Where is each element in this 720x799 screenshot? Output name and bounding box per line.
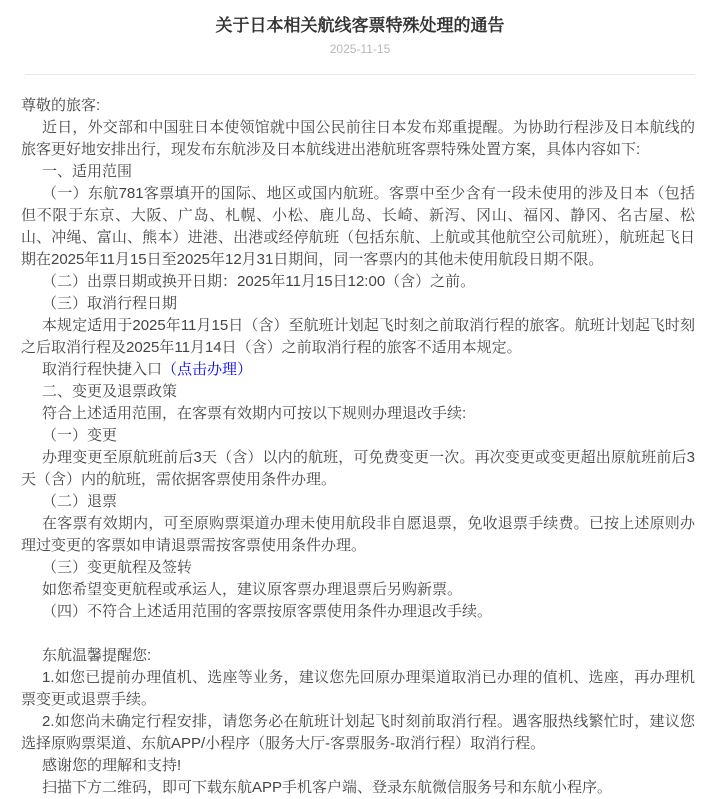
policy-item-3-heading: （三）变更航程及签转 [42, 559, 193, 576]
reminder-heading: 东航温馨提醒您: [42, 647, 152, 664]
section-1-heading: 一、适用范围 [42, 163, 133, 180]
notice-body [0, 95, 720, 799]
cancel-entry-line [21, 359, 695, 381]
notice-header [0, 0, 720, 57]
scope-item-3: （三）取消行程日期 [42, 295, 178, 312]
paragraph-text: 取消行程快捷入口 [42, 361, 163, 378]
policy-item-3-detail: 如您希望变更航程或承运人，建议原客票办理退票后另购新票。 [42, 581, 463, 598]
policy-item-4: （四）不符合上述适用范围的客票按原客票使用条件办理退改手续。 [42, 603, 493, 620]
policy-item-1-heading: （一）变更 [42, 427, 118, 444]
cancel-date-detail: 本规定适用于2025年11月15日（含）至航班计划起飞时刻之前取消行程的旅客。航班计划起飞时刻之后取消行程及2025年11月14日（含）之前取消行程的旅客不适用本规定。 [21, 317, 695, 356]
page-title: 关于日本相关航线客票特殊处理的通告 [215, 16, 505, 35]
cancel-itinerary-link[interactable]: （点击办理） [162, 361, 253, 378]
header-divider [25, 74, 695, 75]
qrcode-hint-line: 扫描下方二维码，即可下载东航APP手机客户端、登录东航微信服务号和东航小程序。 [42, 779, 613, 796]
policy-intro: 符合上述适用范围，在客票有效期内可按以下规则办理退改手续: [42, 405, 467, 422]
blank-line [21, 623, 695, 645]
section-2-heading: 二、变更及退票政策 [42, 383, 178, 400]
thanks-line: 感谢您的理解和支持! [42, 757, 182, 774]
policy-item-2-heading: （二）退票 [42, 493, 118, 510]
publish-date: 2025-11-15 [329, 42, 391, 56]
reminder-item-2: 2.如您尚未确定行程安排，请您务必在航班计划起飞时刻前取消行程。遇客服热线繁忙时，建议您选择原购票渠道、东航APP/小程序（服务大厅-客票服务-取消行程）取消行程。 [21, 713, 695, 752]
scope-item-1: （一）东航781客票填开的国际、地区或国内航班。客票中至少含有一段未使用的涉及日本（包括但不限于东京、大阪、广岛、札幌、小松、鹿儿岛、长崎、新泻、冈山、福冈、静冈、名古屋、松山、冲绳、富山、熊本）进港、出港或经停航班（包括东航、上航或其他航空公司航班），航班起飞日期在2025年11月15日至2025年12月31日期间，同一客票内的其他未使用航段日期不限。 [21, 185, 695, 268]
reminder-item-1: 1.如您已提前办理值机、选座等业务，建议您先回原办理渠道取消已办理的值机、选座，再办理机票变更或退票手续。 [21, 669, 695, 708]
policy-item-1-detail: 办理变更至原航班前后3天（含）以内的航班，可免费变更一次。再次变更或变更超出原航班前后3天（含）内的航班，需依据客票使用条件办理。 [21, 449, 695, 488]
policy-item-2-detail: 在客票有效期内，可至原购票渠道办理未使用航段非自愿退票，免收退票手续费。已按上述原则办理过变更的客票如申请退票需按客票使用条件办理。 [21, 515, 695, 554]
scope-item-2: （二）出票日期或换开日期：2025年11月15日12:00（含）之前。 [42, 273, 476, 290]
salutation: 尊敬的旅客: [21, 97, 101, 114]
intro-paragraph: 近日，外交部和中国驻日本使领馆就中国公民前往日本发布郑重提醒。为协助行程涉及日本航线的旅客更好地安排出行，现发布东航涉及日本航线进出港航班客票特殊处置方案，具体内容如下: [21, 119, 695, 158]
